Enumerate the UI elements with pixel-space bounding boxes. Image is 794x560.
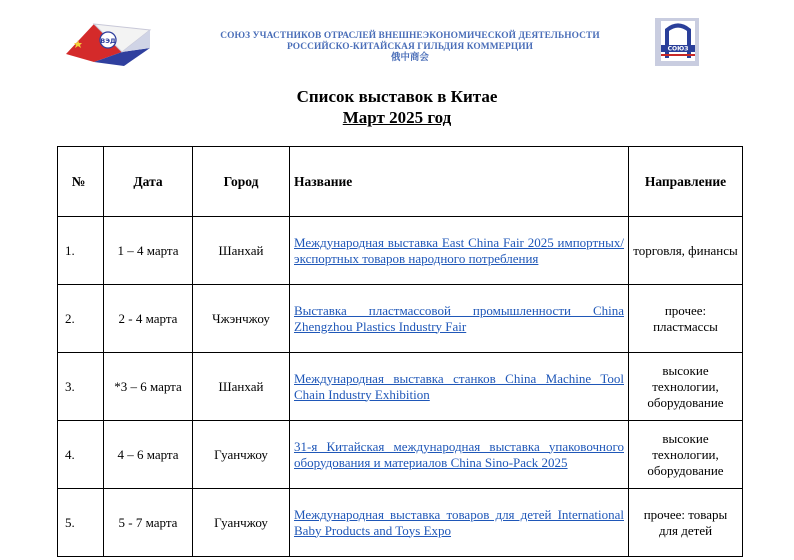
row-name-cell xyxy=(290,217,629,285)
row-number: 4. xyxy=(58,421,104,489)
row-city: Гуанчжоу xyxy=(193,421,290,489)
row-direction: высокие технологии, оборудование xyxy=(629,421,743,489)
table-row xyxy=(58,489,743,557)
row-number: 2. xyxy=(58,285,104,353)
row-name-cell xyxy=(290,285,629,353)
row-number: 1. xyxy=(58,217,104,285)
row-city: Шанхай xyxy=(193,353,290,421)
row-date: 5 - 7 марта xyxy=(104,489,193,557)
svg-text:ВЭД: ВЭД xyxy=(100,37,116,45)
exhibition-link[interactable]: Международная выставка станков China Machine Tool Chain Industry Exhibition xyxy=(294,370,624,402)
exhibition-link[interactable]: Международная выставка товаров для детей International Baby Products and Toys Expo xyxy=(294,506,624,538)
column-header-city: Город xyxy=(193,147,290,217)
row-direction: высокие технологии, оборудование xyxy=(629,353,743,421)
row-name-cell xyxy=(290,421,629,489)
row-name-cell xyxy=(290,353,629,421)
row-date: 4 – 6 марта xyxy=(104,421,193,489)
column-header-name: Название xyxy=(290,147,629,217)
column-header-number: № xyxy=(58,147,104,217)
column-header-date: Дата xyxy=(104,147,193,217)
row-date: 2 - 4 марта xyxy=(104,285,193,353)
row-date: *3 – 6 марта xyxy=(104,353,193,421)
exhibition-link[interactable]: 31-я Китайская международная выставка упаковочного оборудования и материалов China Sino-Pack 2025 xyxy=(294,438,624,470)
org-name-chinese: 俄中商会 xyxy=(391,53,429,63)
row-number: 3. xyxy=(58,353,104,421)
organization-header xyxy=(190,31,630,64)
org-name-line1: СОЮЗ УЧАСТНИКОВ ОТРАСЛЕЙ ВНЕШНЕЭКОНОМИЧЕСКОЙ ДЕЯТЕЛЬНОСТИ xyxy=(220,31,600,41)
row-direction: прочее: товары для детей xyxy=(629,489,743,557)
page-subtitle: Март 2025 год xyxy=(342,108,452,127)
row-number: 5. xyxy=(58,489,104,557)
svg-text:СОЮЗ: СОЮЗ xyxy=(667,45,689,53)
exhibition-link[interactable]: Выставка пластмассовой промышленности China Zhengzhou Plastics Industry Fair xyxy=(294,302,624,334)
table-row xyxy=(58,421,743,489)
table-row xyxy=(58,353,743,421)
table-row xyxy=(58,285,743,353)
row-city: Шанхай xyxy=(193,217,290,285)
exhibition-link[interactable]: Международная выставка East China Fair 2025 импортных/экспортных товаров народного потребления xyxy=(294,234,624,266)
row-city: Чжэнчжоу xyxy=(193,285,290,353)
row-direction: торговля, финансы xyxy=(629,217,743,285)
row-date: 1 – 4 марта xyxy=(104,217,193,285)
org-name-line2: РОССИЙСКО-КИТАЙСКАЯ ГИЛЬДИЯ КОММЕРЦИИ xyxy=(286,42,534,52)
soyuz-logo xyxy=(652,16,702,68)
exhibitions-table xyxy=(57,146,743,557)
column-header-direction: Направление xyxy=(629,147,743,217)
table-header-row xyxy=(58,147,743,217)
row-direction: прочее: пластмассы xyxy=(629,285,743,353)
union-logo xyxy=(64,18,152,68)
row-city: Гуанчжоу xyxy=(193,489,290,557)
page-title: Список выставок в Китае xyxy=(296,87,498,106)
row-name-cell xyxy=(290,489,629,557)
table-row xyxy=(58,217,743,285)
